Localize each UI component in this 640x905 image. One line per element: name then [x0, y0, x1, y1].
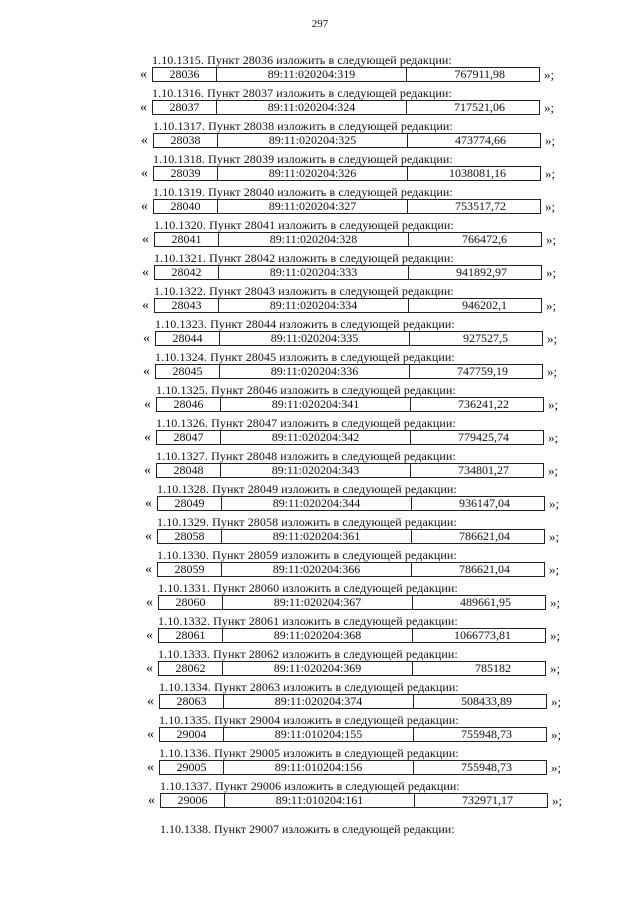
value-cell: 936147,04: [459, 496, 510, 510]
value-cell: 747759,19: [457, 364, 508, 378]
item-number-cell: 28048: [157, 464, 221, 477]
table-row: [153, 166, 541, 181]
cadastral-number-cell: 89:11:020204:367: [223, 596, 413, 609]
close-quote-mark: »;: [549, 529, 560, 544]
amendment-caption: 1.10.1328. Пункт 28049 изложить в следующей редакции:: [157, 482, 457, 496]
close-quote-mark: »;: [546, 265, 557, 280]
cadastral-number-cell: 89:11:020204:361: [222, 530, 412, 543]
close-quote-mark: »;: [544, 67, 555, 82]
value-cell: 734801,27: [458, 463, 509, 477]
table-row: [153, 133, 541, 148]
close-quote-mark: »;: [549, 562, 560, 577]
amendment-entry: [0, 548, 640, 581]
value-cell: 927527,5: [463, 331, 508, 345]
amendment-entry: [0, 680, 640, 713]
close-quote-mark: »;: [551, 694, 562, 709]
close-quote-mark: »;: [548, 430, 559, 445]
amendment-entry: [0, 581, 640, 614]
value-cell: 755948,73: [461, 727, 512, 741]
amendment-entry: [0, 515, 640, 548]
cadastral-number-cell: 89:11:020204:366: [222, 563, 412, 576]
amendment-caption: 1.10.1333. Пункт 28062 изложить в следующей редакции:: [158, 647, 458, 661]
open-quote-mark: «: [142, 265, 149, 280]
close-quote-mark: »;: [549, 496, 560, 511]
item-number-cell: 28049: [158, 497, 222, 510]
amendment-entry: [0, 746, 640, 779]
item-number-cell: 28060: [159, 596, 223, 609]
amendment-caption: 1.10.1319. Пункт 28040 изложить в следующей редакции:: [153, 185, 453, 199]
value-cell: 489661,95: [460, 595, 511, 609]
table-row: [158, 628, 546, 643]
item-number-cell: 28046: [157, 398, 221, 411]
item-number-cell: 28063: [160, 695, 224, 708]
amendment-caption: 1.10.1323. Пункт 28044 изложить в следующей редакции:: [155, 317, 455, 331]
table-row: [155, 364, 543, 379]
open-quote-mark: «: [142, 232, 149, 247]
value-cell: 473774,66: [455, 133, 506, 147]
amendment-entry: [0, 251, 640, 284]
item-number-cell: 28038: [154, 134, 218, 147]
amendment-entry: [0, 218, 640, 251]
amendment-caption: 1.10.1331. Пункт 28060 изложить в следующей редакции:: [158, 581, 458, 595]
value-cell: 1038081,16: [449, 166, 506, 180]
cadastral-number-cell: 89:11:020204:319: [217, 68, 407, 81]
value-cell: 786621,04: [459, 562, 510, 576]
cadastral-number-cell: 89:11:010204:156: [224, 761, 414, 774]
amendment-entry: [0, 449, 640, 482]
table-row: [152, 100, 540, 115]
cadastral-number-cell: 89:11:020204:335: [220, 332, 410, 345]
open-quote-mark: «: [147, 727, 154, 742]
amendment-caption: 1.10.1332. Пункт 28061 изложить в следующей редакции:: [158, 614, 458, 628]
value-cell: 785182: [475, 661, 511, 675]
close-quote-mark: »;: [547, 364, 558, 379]
close-quote-mark: »;: [548, 397, 559, 412]
close-quote-mark: »;: [545, 133, 556, 148]
open-quote-mark: «: [146, 628, 153, 643]
amendment-entry: [0, 383, 640, 416]
item-number-cell: 28042: [155, 266, 219, 279]
amendment-caption: 1.10.1335. Пункт 29004 изложить в следующей редакции:: [159, 713, 459, 727]
final-amendment-caption: 1.10.1338. Пункт 29007 изложить в следующей редакции:: [160, 822, 455, 836]
amendment-caption: 1.10.1315. Пункт 28036 изложить в следующей редакции:: [152, 53, 452, 67]
cadastral-number-cell: 89:11:020204:341: [221, 398, 411, 411]
cadastral-number-cell: 89:11:020204:325: [218, 134, 408, 147]
open-quote-mark: «: [146, 595, 153, 610]
cadastral-number-cell: 89:11:020204:333: [219, 266, 409, 279]
amendment-caption: 1.10.1337. Пункт 29006 изложить в следующей редакции:: [160, 779, 460, 793]
table-row: [158, 595, 546, 610]
close-quote-mark: »;: [550, 661, 561, 676]
amendment-entry: [0, 317, 640, 350]
table-row: [153, 199, 541, 214]
amendment-entry: [0, 185, 640, 218]
amendment-caption: 1.10.1322. Пункт 28043 изложить в следующей редакции:: [154, 284, 454, 298]
table-row: [157, 529, 545, 544]
table-row: [154, 298, 542, 313]
table-row: [157, 496, 545, 511]
close-quote-mark: »;: [545, 199, 556, 214]
open-quote-mark: «: [140, 100, 147, 115]
item-number-cell: 28047: [157, 431, 221, 444]
open-quote-mark: «: [144, 463, 151, 478]
close-quote-mark: »;: [551, 760, 562, 775]
amendment-caption: 1.10.1324. Пункт 28045 изложить в следующей редакции:: [155, 350, 455, 364]
close-quote-mark: »;: [546, 298, 557, 313]
table-row: [154, 265, 542, 280]
item-number-cell: 28041: [155, 233, 219, 246]
open-quote-mark: «: [146, 661, 153, 676]
item-number-cell: 28039: [154, 167, 218, 180]
item-number-cell: 28036: [153, 68, 217, 81]
amendment-entry: [0, 86, 640, 119]
value-cell: 755948,73: [461, 760, 512, 774]
amendment-entry: [0, 53, 640, 86]
value-cell: 941892,97: [456, 265, 507, 279]
open-quote-mark: «: [145, 562, 152, 577]
value-cell: 1066773,81: [454, 628, 511, 642]
open-quote-mark: «: [143, 331, 150, 346]
open-quote-mark: «: [141, 166, 148, 181]
cadastral-number-cell: 89:11:010204:155: [224, 728, 414, 741]
cadastral-number-cell: 89:11:010204:161: [225, 794, 415, 807]
open-quote-mark: «: [141, 199, 148, 214]
amendment-entry: [0, 779, 640, 812]
table-row: [159, 760, 547, 775]
open-quote-mark: «: [143, 364, 150, 379]
close-quote-mark: »;: [547, 331, 558, 346]
value-cell: 732971,17: [462, 793, 513, 807]
amendment-entry: [0, 350, 640, 383]
cadastral-number-cell: 89:11:020204:336: [220, 365, 410, 378]
item-number-cell: 29004: [160, 728, 224, 741]
cadastral-number-cell: 89:11:020204:334: [219, 299, 409, 312]
cadastral-number-cell: 89:11:020204:344: [222, 497, 412, 510]
cadastral-number-cell: 89:11:020204:327: [218, 200, 408, 213]
amendment-caption: 1.10.1330. Пункт 28059 изложить в следующей редакции:: [157, 548, 457, 562]
amendment-caption: 1.10.1327. Пункт 28048 изложить в следующей редакции:: [156, 449, 456, 463]
amendment-caption: 1.10.1321. Пункт 28042 изложить в следующей редакции:: [154, 251, 454, 265]
item-number-cell: 28044: [156, 332, 220, 345]
amendment-entry: [0, 284, 640, 317]
table-row: [154, 232, 542, 247]
value-cell: 736241,22: [458, 397, 509, 411]
open-quote-mark: «: [145, 496, 152, 511]
close-quote-mark: »;: [551, 727, 562, 742]
close-quote-mark: »;: [544, 100, 555, 115]
value-cell: 767911,98: [454, 67, 505, 81]
amendment-entry: [0, 614, 640, 647]
amendment-caption: 1.10.1318. Пункт 28039 изложить в следующей редакции:: [153, 152, 453, 166]
amendment-caption: 1.10.1329. Пункт 28058 изложить в следующей редакции:: [157, 515, 457, 529]
amendment-caption: 1.10.1317. Пункт 28038 изложить в следующей редакции:: [153, 119, 453, 133]
table-row: [160, 793, 548, 808]
amendment-entry: [0, 416, 640, 449]
item-number-cell: 28045: [156, 365, 220, 378]
value-cell: 786621,04: [459, 529, 510, 543]
open-quote-mark: «: [148, 793, 155, 808]
value-cell: 779425,74: [458, 430, 509, 444]
item-number-cell: 28062: [159, 662, 223, 675]
amendment-entry: [0, 647, 640, 680]
close-quote-mark: »;: [545, 166, 556, 181]
amendment-entry: [0, 119, 640, 152]
amendment-entry: [0, 482, 640, 515]
table-row: [157, 562, 545, 577]
value-cell: 946202,1: [462, 298, 507, 312]
amendment-caption: 1.10.1316. Пункт 28037 изложить в следующей редакции:: [152, 86, 452, 100]
item-number-cell: 28061: [159, 629, 223, 642]
amendment-caption: 1.10.1320. Пункт 28041 изложить в следующей редакции:: [154, 218, 454, 232]
item-number-cell: 28037: [153, 101, 217, 114]
value-cell: 717521,06: [454, 100, 505, 114]
value-cell: 753517,72: [455, 199, 506, 213]
item-number-cell: 28058: [158, 530, 222, 543]
amendment-caption: 1.10.1334. Пункт 28063 изложить в следующей редакции:: [159, 680, 459, 694]
amendment-caption: 1.10.1325. Пункт 28046 изложить в следующей редакции:: [156, 383, 456, 397]
close-quote-mark: »;: [548, 463, 559, 478]
table-row: [158, 661, 546, 676]
cadastral-number-cell: 89:11:020204:343: [221, 464, 411, 477]
open-quote-mark: «: [140, 67, 147, 82]
open-quote-mark: «: [142, 298, 149, 313]
close-quote-mark: »;: [546, 232, 557, 247]
table-row: [159, 694, 547, 709]
table-row: [159, 727, 547, 742]
item-number-cell: 28059: [158, 563, 222, 576]
cadastral-number-cell: 89:11:020204:342: [221, 431, 411, 444]
item-number-cell: 28043: [155, 299, 219, 312]
cadastral-number-cell: 89:11:020204:374: [224, 695, 414, 708]
cadastral-number-cell: 89:11:020204:324: [217, 101, 407, 114]
amendment-entry: [0, 152, 640, 185]
item-number-cell: 28040: [154, 200, 218, 213]
cadastral-number-cell: 89:11:020204:328: [219, 233, 409, 246]
table-row: [156, 430, 544, 445]
cadastral-number-cell: 89:11:020204:326: [218, 167, 408, 180]
open-quote-mark: «: [147, 694, 154, 709]
item-number-cell: 29005: [160, 761, 224, 774]
table-row: [155, 331, 543, 346]
open-quote-mark: «: [145, 529, 152, 544]
close-quote-mark: »;: [550, 628, 561, 643]
close-quote-mark: »;: [552, 793, 563, 808]
value-cell: 508433,89: [461, 694, 512, 708]
open-quote-mark: «: [144, 397, 151, 412]
open-quote-mark: «: [147, 760, 154, 775]
close-quote-mark: »;: [550, 595, 561, 610]
item-number-cell: 29006: [161, 794, 225, 807]
value-cell: 766472,6: [462, 232, 507, 246]
open-quote-mark: «: [141, 133, 148, 148]
open-quote-mark: «: [144, 430, 151, 445]
table-row: [152, 67, 540, 82]
cadastral-number-cell: 89:11:020204:369: [223, 662, 413, 675]
table-row: [156, 397, 544, 412]
page-number: 297: [311, 18, 329, 30]
amendment-caption: 1.10.1326. Пункт 28047 изложить в следующей редакции:: [156, 416, 456, 430]
table-row: [156, 463, 544, 478]
amendment-entry: [0, 713, 640, 746]
amendment-caption: 1.10.1336. Пункт 29005 изложить в следующей редакции:: [159, 746, 459, 760]
cadastral-number-cell: 89:11:020204:368: [223, 629, 413, 642]
